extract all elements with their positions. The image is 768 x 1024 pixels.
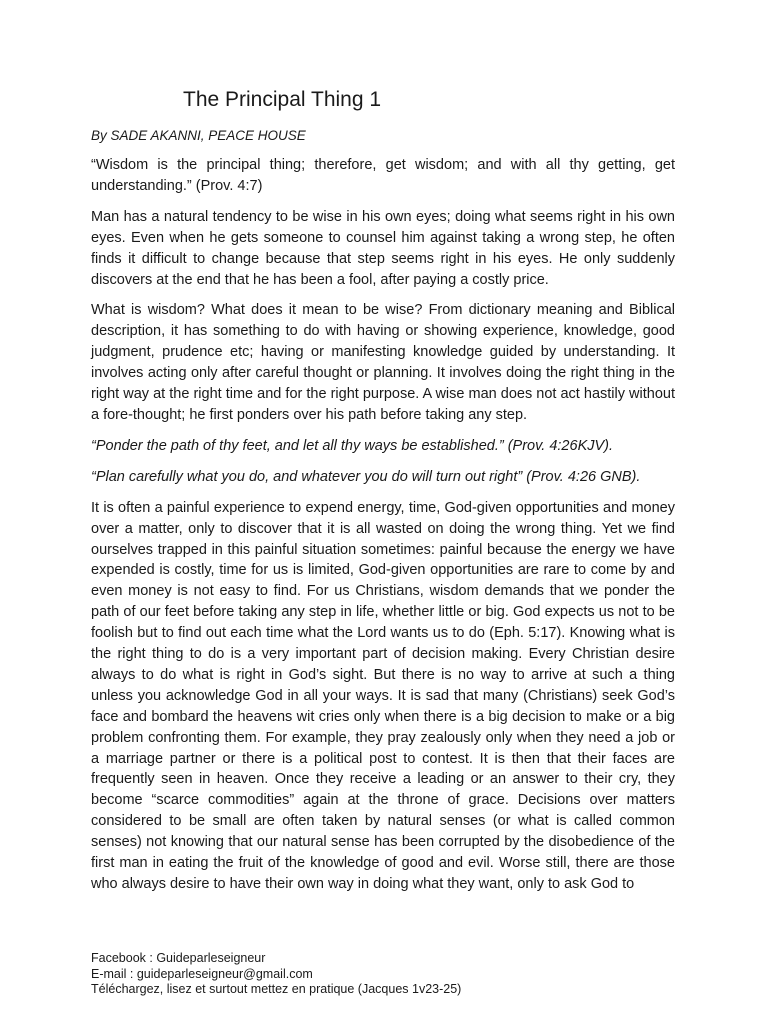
paragraph-what-is-wisdom: What is wisdom? What does it mean to be wise? From dictionary meaning and Biblical description, it has something to do with having or showing experience, knowledge, good judgment, prudence etc; having or manifesting knowledge guided by understanding. It involves acting only after careful thought or planning. It involves doing the right thing in the right way at the right time and for the right purpose. A wise man does not act hastily without a fore-thought; he first ponders over his path before taking any step. <box>91 302 675 423</box>
footer-email: E-mail : guideparleseigneur@gmail.com <box>91 966 313 981</box>
quote-kjv: “Ponder the path of thy feet, and let all thy ways be established.” (Prov. 4:26KJV). <box>91 437 614 454</box>
paragraph-natural-tendency: Man has a natural tendency to be wise in his own eyes; doing what seems right in his own eyes. Even when he gets someone to counsel him against taking a wrong step, he often finds it difficult to change because that step seems right in his eyes. He only suddenly discovers at the end that he has been a fool, after paying a costly price. <box>91 208 675 288</box>
quote-gnb: “Plan carefully what you do, and whatever you do will turn out right” (Prov. 4:26 GNB). <box>91 468 641 485</box>
byline: By SADE AKANNI, PEACE HOUSE <box>91 128 306 143</box>
document-title: The Principal Thing 1 <box>183 88 382 111</box>
paragraph-scripture-intro: “Wisdom is the principal thing; therefore, get wisdom; and with all thy getting, get understanding.” (Prov. 4:7) <box>91 157 675 194</box>
footer-tagline: Téléchargez, lisez et surtout mettez en pratique (Jacques 1v23-25) <box>91 982 462 996</box>
document-body <box>91 126 675 905</box>
footer-facebook: Facebook : Guideparleseigneur <box>91 951 266 965</box>
paragraph-painful-experience: It is often a painful experience to expend energy, time, God-given opportunities and money over a matter, only to discover that it is all wasted on doing the wrong thing. Yet we find ourselves trapped in this painful situation sometimes: painful because the energy we have expended is costly, time for us is limited, God-given opportunities are rare to come by and even money is not easy to find. For us Christians, wisdom demands that we ponder the path of our feet before taking any step in life, whether little or big. God expects us not to be foolish but to find out each time what the Lord wants us to do (Eph. 5:17). Knowing what is the right thing to do is a very important part of decision making. Every Christian desire always to do what is right in God’s sight. But there is no way to arrive at such a thing unless you acknowledge God in all your ways. It is sad that many (Christians) seek God’s face and bombard the heavens wit cries only when there is a big decision to make or a big problem confronting them. For example, they pray zealously only when they need a job or a marriage partner or there is a political post to contest. It is then that their faces are frequently seen in heaven. Once they receive a leading or an answer to their cry, they become “scarce commodities” again at the throne of grace. Decisions over matters considered to be small are often taken by natural senses (or what is called common senses) not knowing that our natural sense has been corrupted by the disobedience of the first man in eating the fruit of the knowledge of good and evil. Worse still, there are those who always desire to have their own way in doing what they want, only to ask God to <box>91 499 675 892</box>
page-footer <box>91 951 461 998</box>
